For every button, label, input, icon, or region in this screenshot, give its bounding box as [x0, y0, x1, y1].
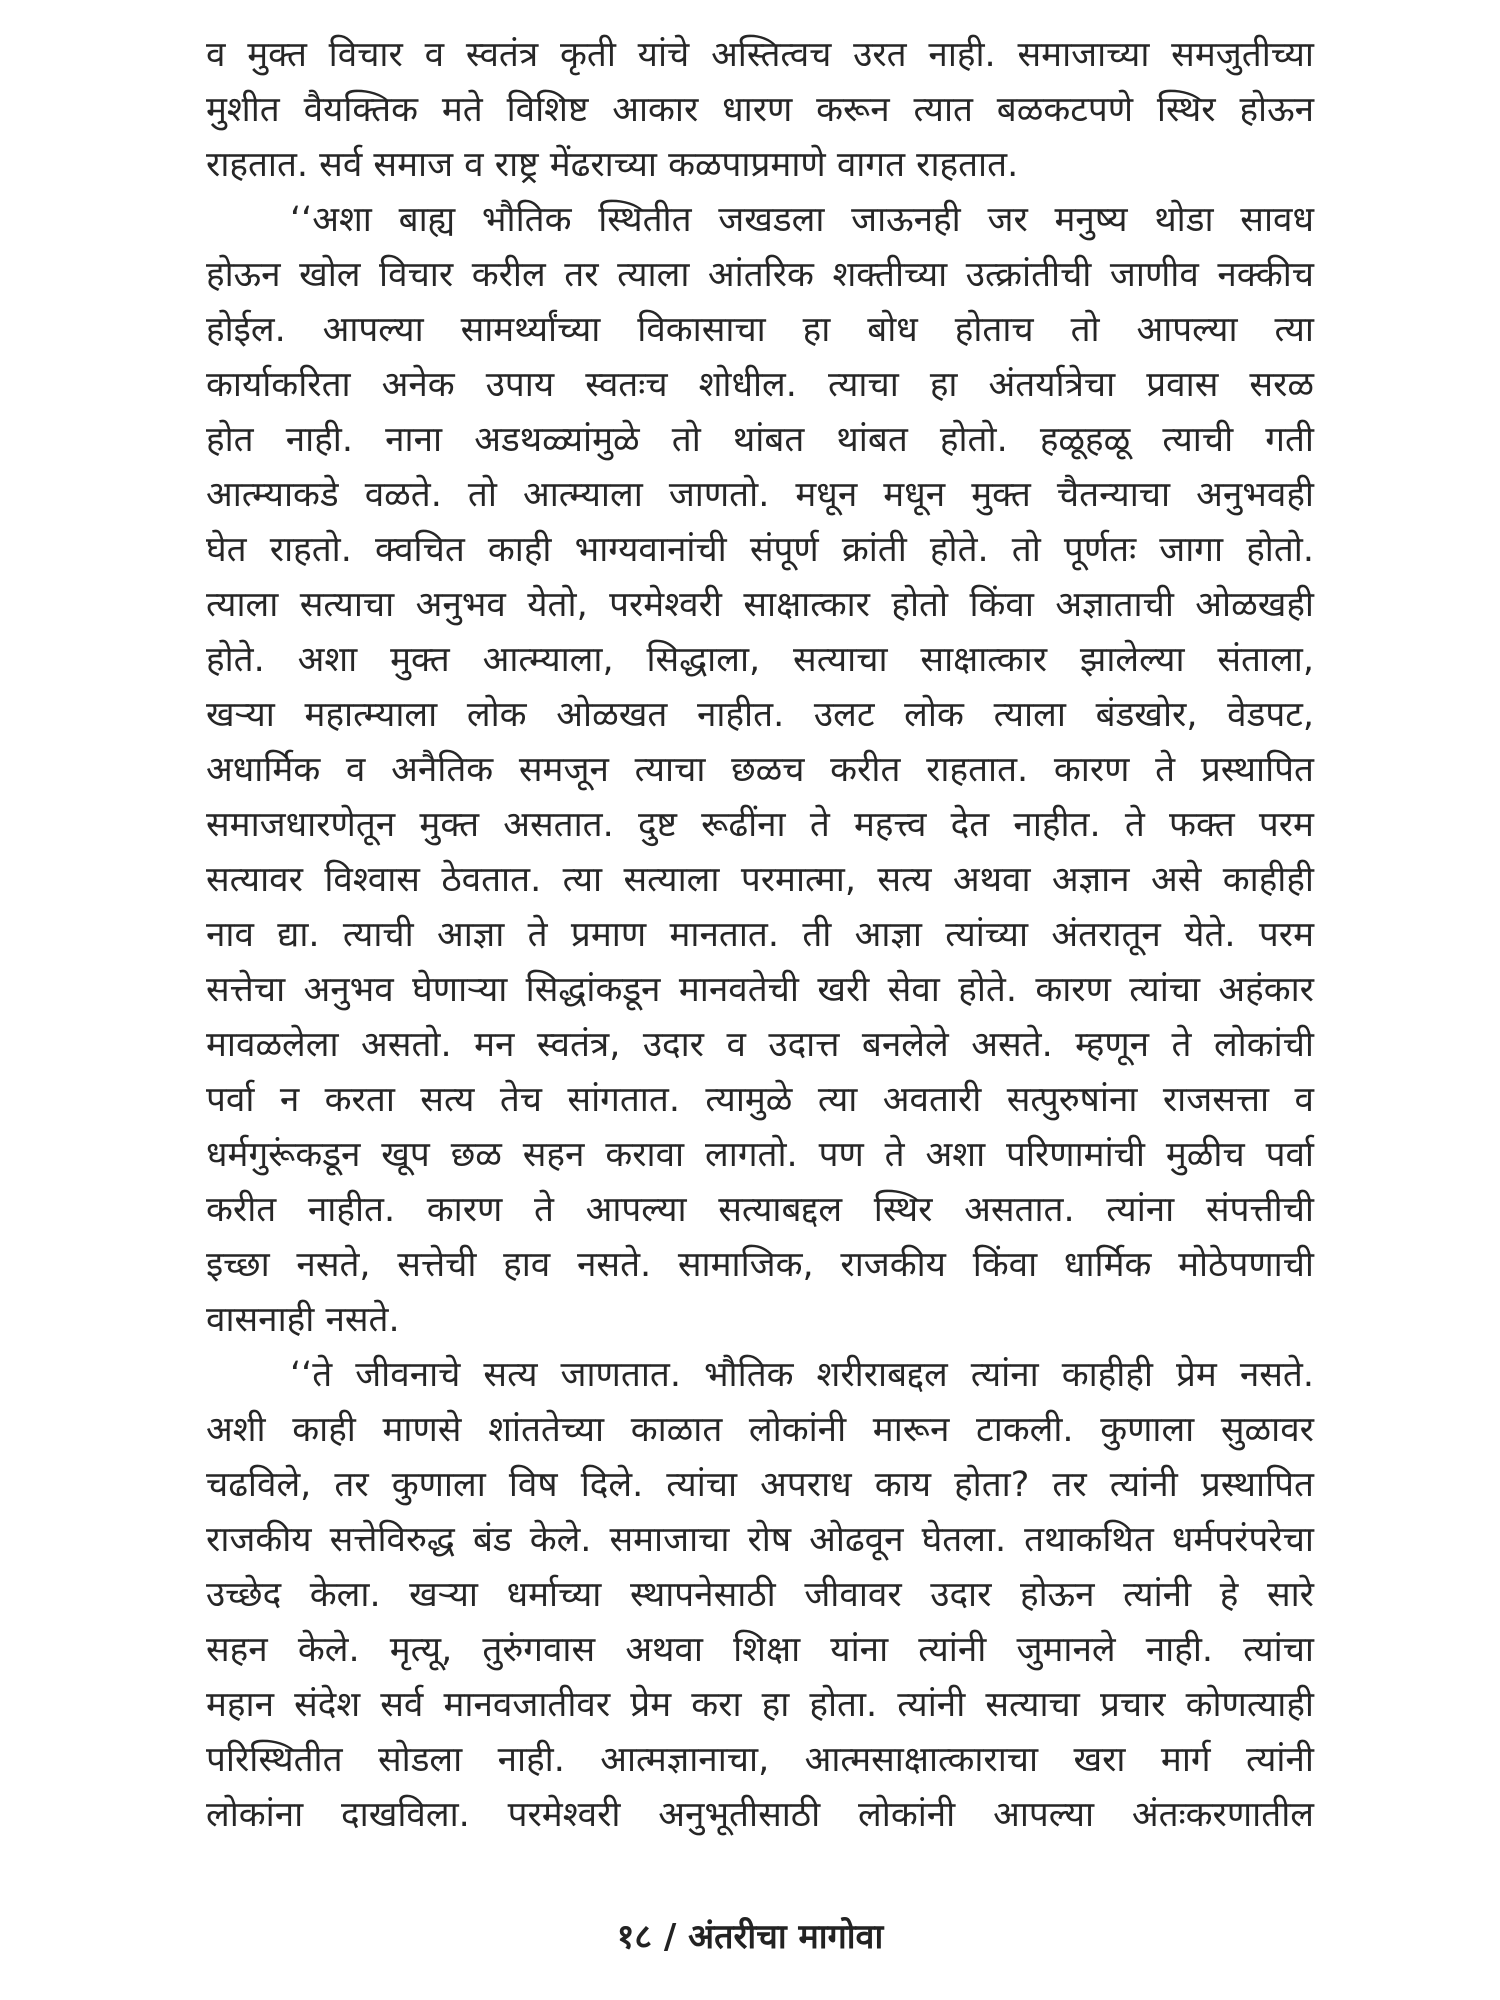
paragraph-start-line: ‘‘ते जीवनाचे सत्य जाणतात. भौतिक शरीराबद्दल त्यांना काहीही प्रेम नसते.: [290, 1355, 1314, 1395]
text-line: त्याला सत्याचा अनुभव येतो, परमेश्वरी साक्षात्कार होतो किंवा अज्ञाताची ओळखही: [206, 585, 1314, 625]
text-line: मावळलेला असतो. मन स्वतंत्र, उदार व उदात्त बनलेले असते. म्हणून ते लोकांची: [206, 1025, 1314, 1065]
text-line: मुशीत वैयक्तिक मते विशिष्ट आकार धारण करून त्यात बळकटपणे स्थिर होऊन: [206, 90, 1314, 130]
text-line: कार्याकरिता अनेक उपाय स्वतःच शोधील. त्याचा हा अंतर्यात्रेचा प्रवास सरळ: [206, 365, 1314, 405]
text-line: करीत नाहीत. कारण ते आपल्या सत्याबद्दल स्थिर असतात. त्यांना संपत्तीची: [206, 1190, 1314, 1230]
paragraph-start-line: ‘‘अशा बाह्य भौतिक स्थितीत जखडला जाऊनही जर मनुष्य थोडा सावध: [290, 200, 1314, 240]
text-line: परिस्थितीत सोडला नाही. आत्मज्ञानाचा, आत्मसाक्षात्काराचा खरा मार्ग त्यांनी: [206, 1740, 1314, 1780]
text-line: राहतात. सर्व समाज व राष्ट्र मेंढराच्या कळपाप्रमाणे वागत राहतात.: [206, 145, 1019, 185]
text-line: होते. अशा मुक्त आत्म्याला, सिद्धाला, सत्याचा साक्षात्कार झालेल्या संताला,: [206, 640, 1314, 680]
text-line: घेत राहतो. क्वचित काही भाग्यवानांची संपूर्ण क्रांती होते. तो पूर्णतः जागा होतो.: [206, 530, 1314, 570]
text-line: लोकांना दाखविला. परमेश्वरी अनुभूतीसाठी लोकांनी आपल्या अंतःकरणातील: [206, 1795, 1314, 1835]
text-line: राजकीय सत्तेविरुद्ध बंड केले. समाजाचा रोष ओढवून घेतला. तथाकथित धर्मपरंपरेचा: [206, 1520, 1314, 1560]
text-line: व मुक्त विचार व स्वतंत्र कृती यांचे अस्तित्वच उरत नाही. समाजाच्या समजुतीच्या: [206, 35, 1314, 75]
text-line: पर्वा न करता सत्य तेच सांगतात. त्यामुळे त्या अवतारी सत्पुरुषांना राजसत्ता व: [206, 1080, 1314, 1120]
text-line: समाजधारणेतून मुक्त असतात. दुष्ट रूढींना ते महत्त्व देत नाहीत. ते फक्त परम: [206, 805, 1314, 845]
page-body: [206, 28, 1314, 1843]
text-line: वासनाही नसते.: [206, 1300, 400, 1340]
text-line: चढविले, तर कुणाला विष दिले. त्यांचा अपराध काय होता? तर त्यांनी प्रस्थापित: [206, 1465, 1314, 1505]
text-line: आत्म्याकडे वळते. तो आत्म्याला जाणतो. मधून मधून मुक्त चैतन्याचा अनुभवही: [206, 475, 1314, 515]
text-line: इच्छा नसते, सत्तेची हाव नसते. सामाजिक, राजकीय किंवा धार्मिक मोठेपणाची: [206, 1245, 1314, 1285]
text-line: उच्छेद केला. खऱ्या धर्माच्या स्थापनेसाठी जीवावर उदार होऊन त्यांनी हे सारे: [206, 1575, 1314, 1615]
text-line: अशी काही माणसे शांततेच्या काळात लोकांनी मारून टाकली. कुणाला सुळावर: [206, 1410, 1314, 1450]
text-line: सत्यावर विश्वास ठेवतात. त्या सत्याला परमात्मा, सत्य अथवा अज्ञान असे काहीही: [206, 860, 1314, 900]
page-footer: १८ / अंतरीचा मागोवा: [616, 1917, 884, 1957]
text-line: होऊन खोल विचार करील तर त्याला आंतरिक शक्तीच्या उत्क्रांतीची जाणीव नक्कीच: [206, 255, 1314, 295]
text-line: सत्तेचा अनुभव घेणाऱ्या सिद्धांकडून मानवतेची खरी सेवा होते. कारण त्यांचा अहंकार: [206, 970, 1314, 1010]
text-line: अधार्मिक व अनैतिक समजून त्याचा छळच करीत राहतात. कारण ते प्रस्थापित: [206, 750, 1314, 790]
text-line: होत नाही. नाना अडथळ्यांमुळे तो थांबत थांबत होतो. हळूहळू त्याची गती: [206, 420, 1314, 460]
text-line: सहन केले. मृत्यू, तुरुंगवास अथवा शिक्षा यांना त्यांनी जुमानले नाही. त्यांचा: [206, 1630, 1314, 1670]
text-line: होईल. आपल्या सामर्थ्यांच्या विकासाचा हा बोध होताच तो आपल्या त्या: [206, 310, 1314, 350]
text-line: धर्मगुरूंकडून खूप छळ सहन करावा लागतो. पण ते अशा परिणामांची मुळीच पर्वा: [206, 1135, 1314, 1175]
text-line: खऱ्या महात्म्याला लोक ओळखत नाहीत. उलट लोक त्याला बंडखोर, वेडपट,: [206, 695, 1314, 735]
text-line: महान संदेश सर्व मानवजातीवर प्रेम करा हा होता. त्यांनी सत्याचा प्रचार कोणत्याही: [206, 1685, 1314, 1725]
text-line: नाव द्या. त्याची आज्ञा ते प्रमाण मानतात. ती आज्ञा त्यांच्या अंतरातून येते. परम: [206, 915, 1314, 955]
